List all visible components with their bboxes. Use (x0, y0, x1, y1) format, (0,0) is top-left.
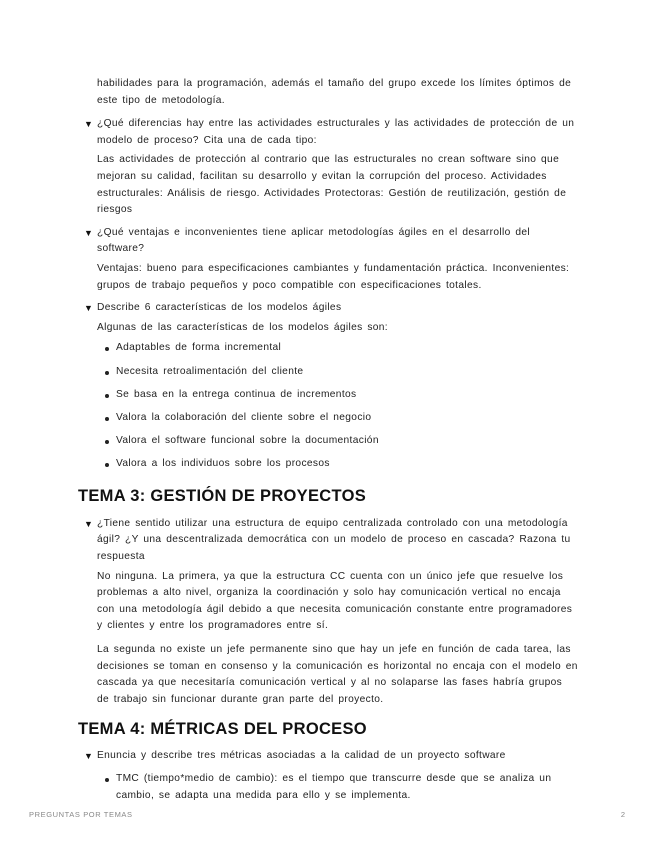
question-text: Enuncia y describe tres métricas asociadas a la calidad de un proyecto software (97, 750, 506, 762)
list-item: Se basa en la entrega continua de incrementos (78, 387, 578, 404)
answer-text: Las actividades de protección al contrario que las estructurales no crean software sino que mejoran su calidad, facilitan su desarrollo y evitan la corrupción del proceso. Actividades estructurales: Análisis de riesgo. Actividades Protectoras: Gestión de reutilización, gestión de riesgos (97, 154, 567, 216)
answer-text: Algunas de las características de los modelos ágiles son: (97, 321, 388, 333)
toggle-question[interactable] (84, 300, 578, 317)
intro-continuation: habilidades para la programación, además el tamaño del grupo excede los límites óptimos de este tipo de metodología. (97, 78, 572, 106)
bullet-dot-icon (105, 417, 109, 421)
triangle-down-icon[interactable]: ▼ (84, 227, 93, 238)
triangle-down-icon[interactable]: ▼ (84, 518, 93, 529)
document-content (78, 76, 578, 811)
bullet-dot-icon (105, 463, 109, 467)
question-text: ¿Qué ventajas e inconvenientes tiene aplicar metodologías ágiles en el desarrollo del software? (97, 226, 531, 255)
answer-text: La segunda no existe un jefe permanente sino que hay un jefe en función de cada tarea, las decisiones se toman en consenso y la comunicación es horizontal no encaja con el modelo en cascada ya que necesitaría comunicación vertical y al no solaparse las fases habría grupos de trabajo sin funcionar durante gran parte del proyecto. (97, 644, 578, 705)
list-item: Adaptables de forma incremental (78, 340, 578, 357)
question-text: ¿Tiene sentido utilizar una estructura de equipo centralizada controlado con una metodología ágil? ¿Y una descentralizada democrática con un modelo de proceso en cascada? Razona tu respuesta (97, 517, 571, 563)
toggle-question[interactable] (84, 516, 578, 566)
bullet-dot-icon (105, 347, 109, 351)
toggle-question[interactable] (84, 748, 578, 765)
triangle-down-icon[interactable]: ▼ (84, 303, 93, 314)
list-item: Valora el software funcional sobre la documentación (78, 433, 578, 450)
toggle-question[interactable] (84, 225, 578, 258)
footer-title: PREGUNTAS POR TEMAS (29, 810, 133, 819)
bullet-dot-icon (105, 440, 109, 444)
question-text: Describe 6 características de los modelos ágiles (97, 302, 342, 314)
list-item: Valora a los individuos sobre los procesos (78, 456, 578, 473)
answer-text: Ventajas: bueno para especificaciones cambiantes y fundamentación práctica. Inconvenientes: grupos de trabajo pequeños y poco compatible con especificaciones totales. (97, 262, 570, 291)
list-item: TMC (tiempo*medio de cambio): es el tiempo que transcurre desde que se analiza un cambio, se adapta una medida para ello y se implementa. (78, 771, 578, 804)
section-heading-tema3: TEMA 3: GESTIÓN DE PROYECTOS (78, 486, 367, 505)
bullet-dot-icon (105, 394, 109, 398)
list-item: Necesita retroalimentación del cliente (78, 364, 578, 381)
triangle-down-icon[interactable]: ▼ (84, 751, 93, 762)
question-text: ¿Qué diferencias hay entre las actividades estructurales y las actividades de protección de un modelo de proceso? Cita una de cada tipo: (97, 118, 575, 146)
list-item: Valora la colaboración del cliente sobre el negocio (78, 410, 578, 427)
section-heading-tema4: TEMA 4: MÉTRICAS DEL PROCESO (78, 720, 367, 739)
triangle-down-icon[interactable]: ▼ (84, 119, 93, 130)
bullet-dot-icon (105, 778, 109, 782)
bullet-list (78, 771, 578, 804)
answer-text: No ninguna. La primera, ya que la estructura CC cuenta con un único jefe que resuelve los problemas a alto nivel, organiza la coordinación y solo hay comunicación vertical no encaja con una metodología ágil debido a que necesita comunicación constante entre programadores y clientes y entre los programadores entre sí. (97, 570, 573, 632)
toggle-question[interactable] (84, 116, 578, 149)
bullet-dot-icon (105, 371, 109, 375)
page-number: 2 (620, 810, 625, 819)
bullet-list (78, 340, 578, 473)
